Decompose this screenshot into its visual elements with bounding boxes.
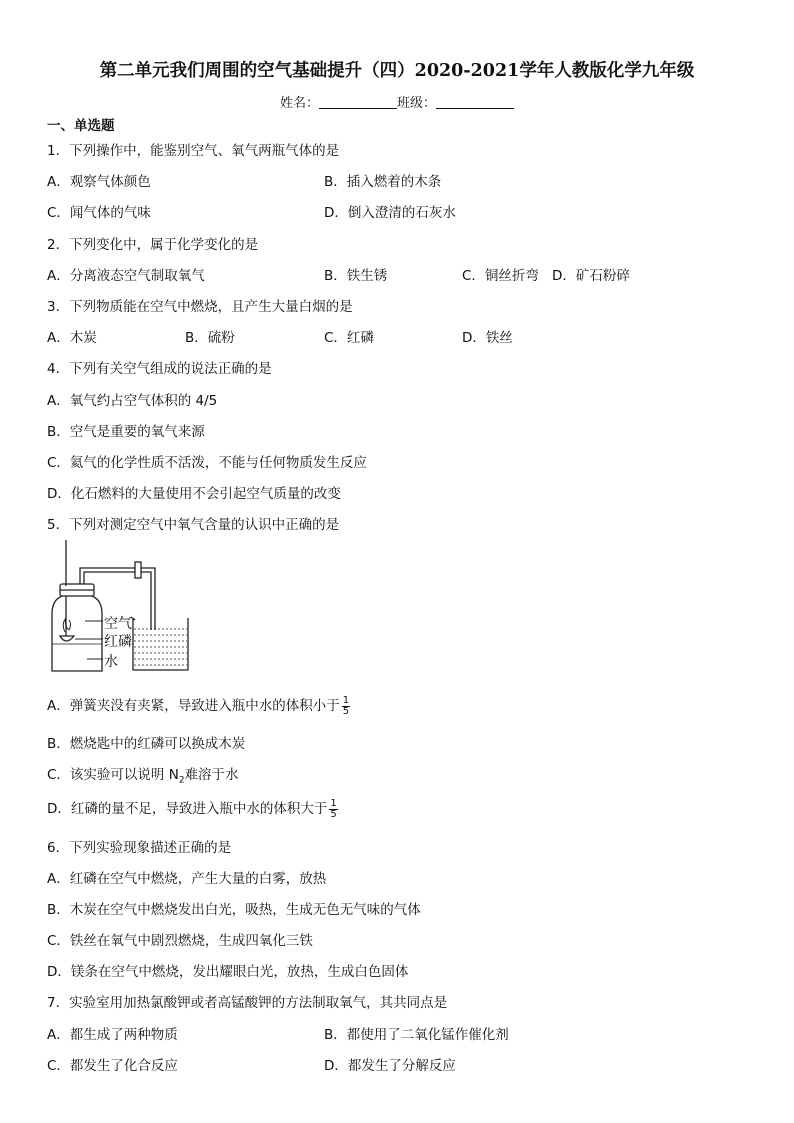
question-1-option-b: B．插入燃着的木条	[324, 174, 442, 190]
question-5-stem: 5．下列对测定空气中氧气含量的认识中正确的是	[47, 517, 340, 533]
question-2-option-c: C．铜丝折弯	[462, 268, 539, 284]
question-5-option-b: B．燃烧匙中的红磷可以换成木炭	[47, 736, 246, 752]
class-label: 班级：	[397, 96, 437, 111]
experiment-apparatus-diagram	[47, 538, 207, 678]
question-1-option-a: A．观察气体颜色	[47, 174, 151, 190]
question-4-option-d: D．化石燃料的大量使用不会引起空气质量的改变	[47, 486, 341, 502]
question-2-option-b: B．铁生锈	[324, 268, 388, 284]
question-3-option-d: D．铁丝	[462, 330, 513, 346]
question-5-option-c: C．该实验可以说明 $N_2$难溶于水	[47, 767, 239, 786]
page-title: 第二单元我们周围的空气基础提升（四）2020-2021学年人教版化学九年级	[99, 61, 695, 81]
question-5-option-a: A．弹簧夹没有夹紧，导致进入瓶中水的体积小于 $\frac{1}{5}$	[47, 694, 350, 717]
question-6-stem: 6．下列实验现象描述正确的是	[47, 840, 232, 856]
question-6-option-a: A．红磷在空气中燃烧，产生大量的白雾，放热	[47, 871, 327, 887]
question-3-option-b: B．硫粉	[185, 330, 235, 346]
fraction-one-fifth: $\frac{1}{5}$	[342, 694, 350, 717]
question-7-option-a: A．都生成了两种物质	[47, 1027, 178, 1043]
question-4-option-a: A．氧气约占空气体积的 4/5	[47, 393, 218, 409]
name-class-line	[0, 92, 794, 111]
name-label: 姓名：	[279, 96, 319, 111]
question-7-option-c: C．都发生了化合反应	[47, 1058, 178, 1074]
label-air: 空气	[104, 616, 132, 632]
question-6-option-b: B．木炭在空气中燃烧发出白光，吸热，生成无色无气味的气体	[47, 902, 421, 918]
question-7-option-d: D．都发生了分解反应	[324, 1058, 456, 1074]
question-2-option-a: A．分离液态空气制取氧气	[47, 268, 205, 284]
label-red-phosphorus: 红磷	[104, 634, 132, 650]
question-7-option-b: B．都使用了二氧化锰作催化剂	[324, 1027, 509, 1043]
name-blank	[319, 94, 397, 109]
class-blank	[436, 94, 514, 109]
question-4-option-c: C．氦气的化学性质不活泼，不能与任何物质发生反应	[47, 455, 367, 471]
fraction-one-fifth: $\frac{1}{5}$	[330, 797, 337, 820]
section-heading: 一、单选题	[47, 118, 115, 134]
question-3-stem: 3．下列物质能在空气中燃烧，且产生大量白烟的是	[47, 299, 353, 315]
question-1-stem: 1．下列操作中，能鉴别空气、氧气两瓶气体的是	[47, 143, 340, 159]
question-7-stem: 7．实验室用加热氯酸钾或者高锰酸钾的方法制取氧气，其共同点是	[47, 995, 448, 1011]
question-2-option-d: D．矿石粉碎	[552, 268, 630, 284]
question-3-option-a: A．木炭	[47, 330, 97, 346]
question-6-option-d: D．镁条在空气中燃烧，发出耀眼白光，放热，生成白色固体	[47, 964, 409, 980]
question-2-stem: 2．下列变化中，属于化学变化的是	[47, 237, 259, 253]
label-water: 水	[104, 654, 118, 670]
question-5-option-d: D．红磷的量不足，导致进入瓶中水的体积大于 $\frac{1}{5}$	[47, 797, 337, 820]
question-4-option-b: B．空气是重要的氧气来源	[47, 424, 205, 440]
question-1-option-c: C．闻气体的气味	[47, 205, 151, 221]
question-6-option-c: C．铁丝在氧气中剧烈燃烧，生成四氧化三铁	[47, 933, 313, 949]
question-3-option-c: C．红磷	[324, 330, 374, 346]
question-4-stem: 4．下列有关空气组成的说法正确的是	[47, 361, 272, 377]
question-1-option-d: D．倒入澄清的石灰水	[324, 205, 456, 221]
